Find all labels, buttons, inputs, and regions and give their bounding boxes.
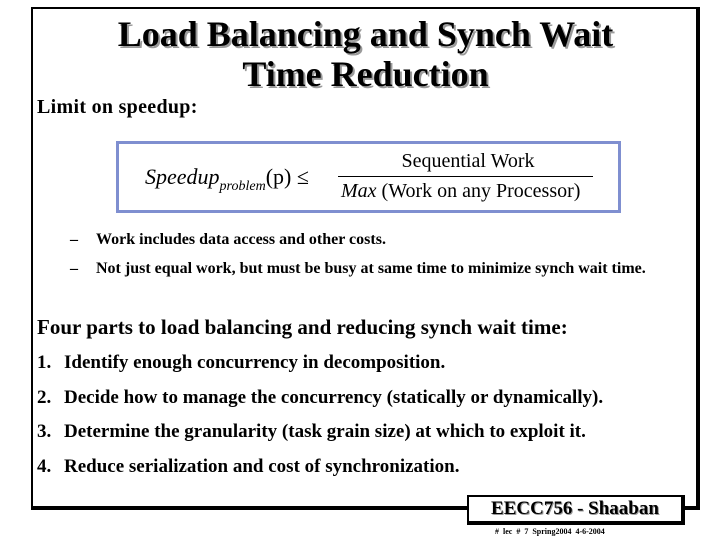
step-item — [37, 419, 603, 454]
bullet-text: Not just equal work, but must be busy at same time to minimize synch wait time. — [96, 260, 646, 277]
dash-marker: – — [70, 260, 78, 277]
step-item — [37, 350, 603, 385]
bullet-item — [70, 228, 700, 252]
step-item — [37, 454, 603, 489]
step-number: 3. — [37, 421, 52, 442]
title-line-2: Time Reduction — [242, 54, 489, 94]
course-badge: EECC756 - Shaaban — [467, 495, 685, 525]
fraction-bar — [338, 176, 593, 177]
step-text: Identify enough concurrency in decomposition. — [64, 352, 446, 373]
step-text: Reduce serialization and cost of synchronization. — [64, 455, 460, 477]
step-text: Decide how to manage the concurrency (statically or dynamically). — [64, 386, 604, 408]
bullet-text: Work includes data access and other costs. — [96, 231, 386, 248]
bullet-list — [70, 228, 700, 286]
section-heading: Four parts to load balancing and reducing synch wait time: — [37, 315, 568, 339]
step-number: 2. — [37, 386, 52, 408]
formula-denominator — [341, 180, 580, 203]
step-number: 1. — [37, 352, 52, 373]
step-item — [37, 385, 603, 420]
formula-lhs-subscript: problem — [219, 179, 266, 194]
numbered-steps — [37, 350, 603, 488]
formula-lhs — [145, 164, 309, 195]
title-line-1: Load Balancing and Synch Wait — [117, 14, 614, 54]
formula-lhs-main: Speedup — [145, 164, 220, 189]
formula-denominator-rest: (Work on any Processor) — [381, 180, 581, 202]
slide-footer: # lec # 7 Spring2004 4-6-2004 — [495, 527, 605, 536]
bullet-item — [70, 257, 700, 281]
speedup-formula-box — [116, 141, 621, 213]
slide-title — [31, 14, 700, 94]
speedup-limit-label: Limit on speedup: — [37, 96, 198, 118]
dash-marker: – — [70, 231, 78, 248]
step-number: 4. — [37, 455, 52, 477]
formula-lhs-arg: (p) ≤ — [265, 164, 309, 189]
step-text: Determine the granularity (task grain size) at which to exploit it. — [64, 421, 586, 442]
formula-numerator: Sequential Work — [401, 150, 535, 172]
formula-denominator-max: Max — [341, 180, 377, 202]
